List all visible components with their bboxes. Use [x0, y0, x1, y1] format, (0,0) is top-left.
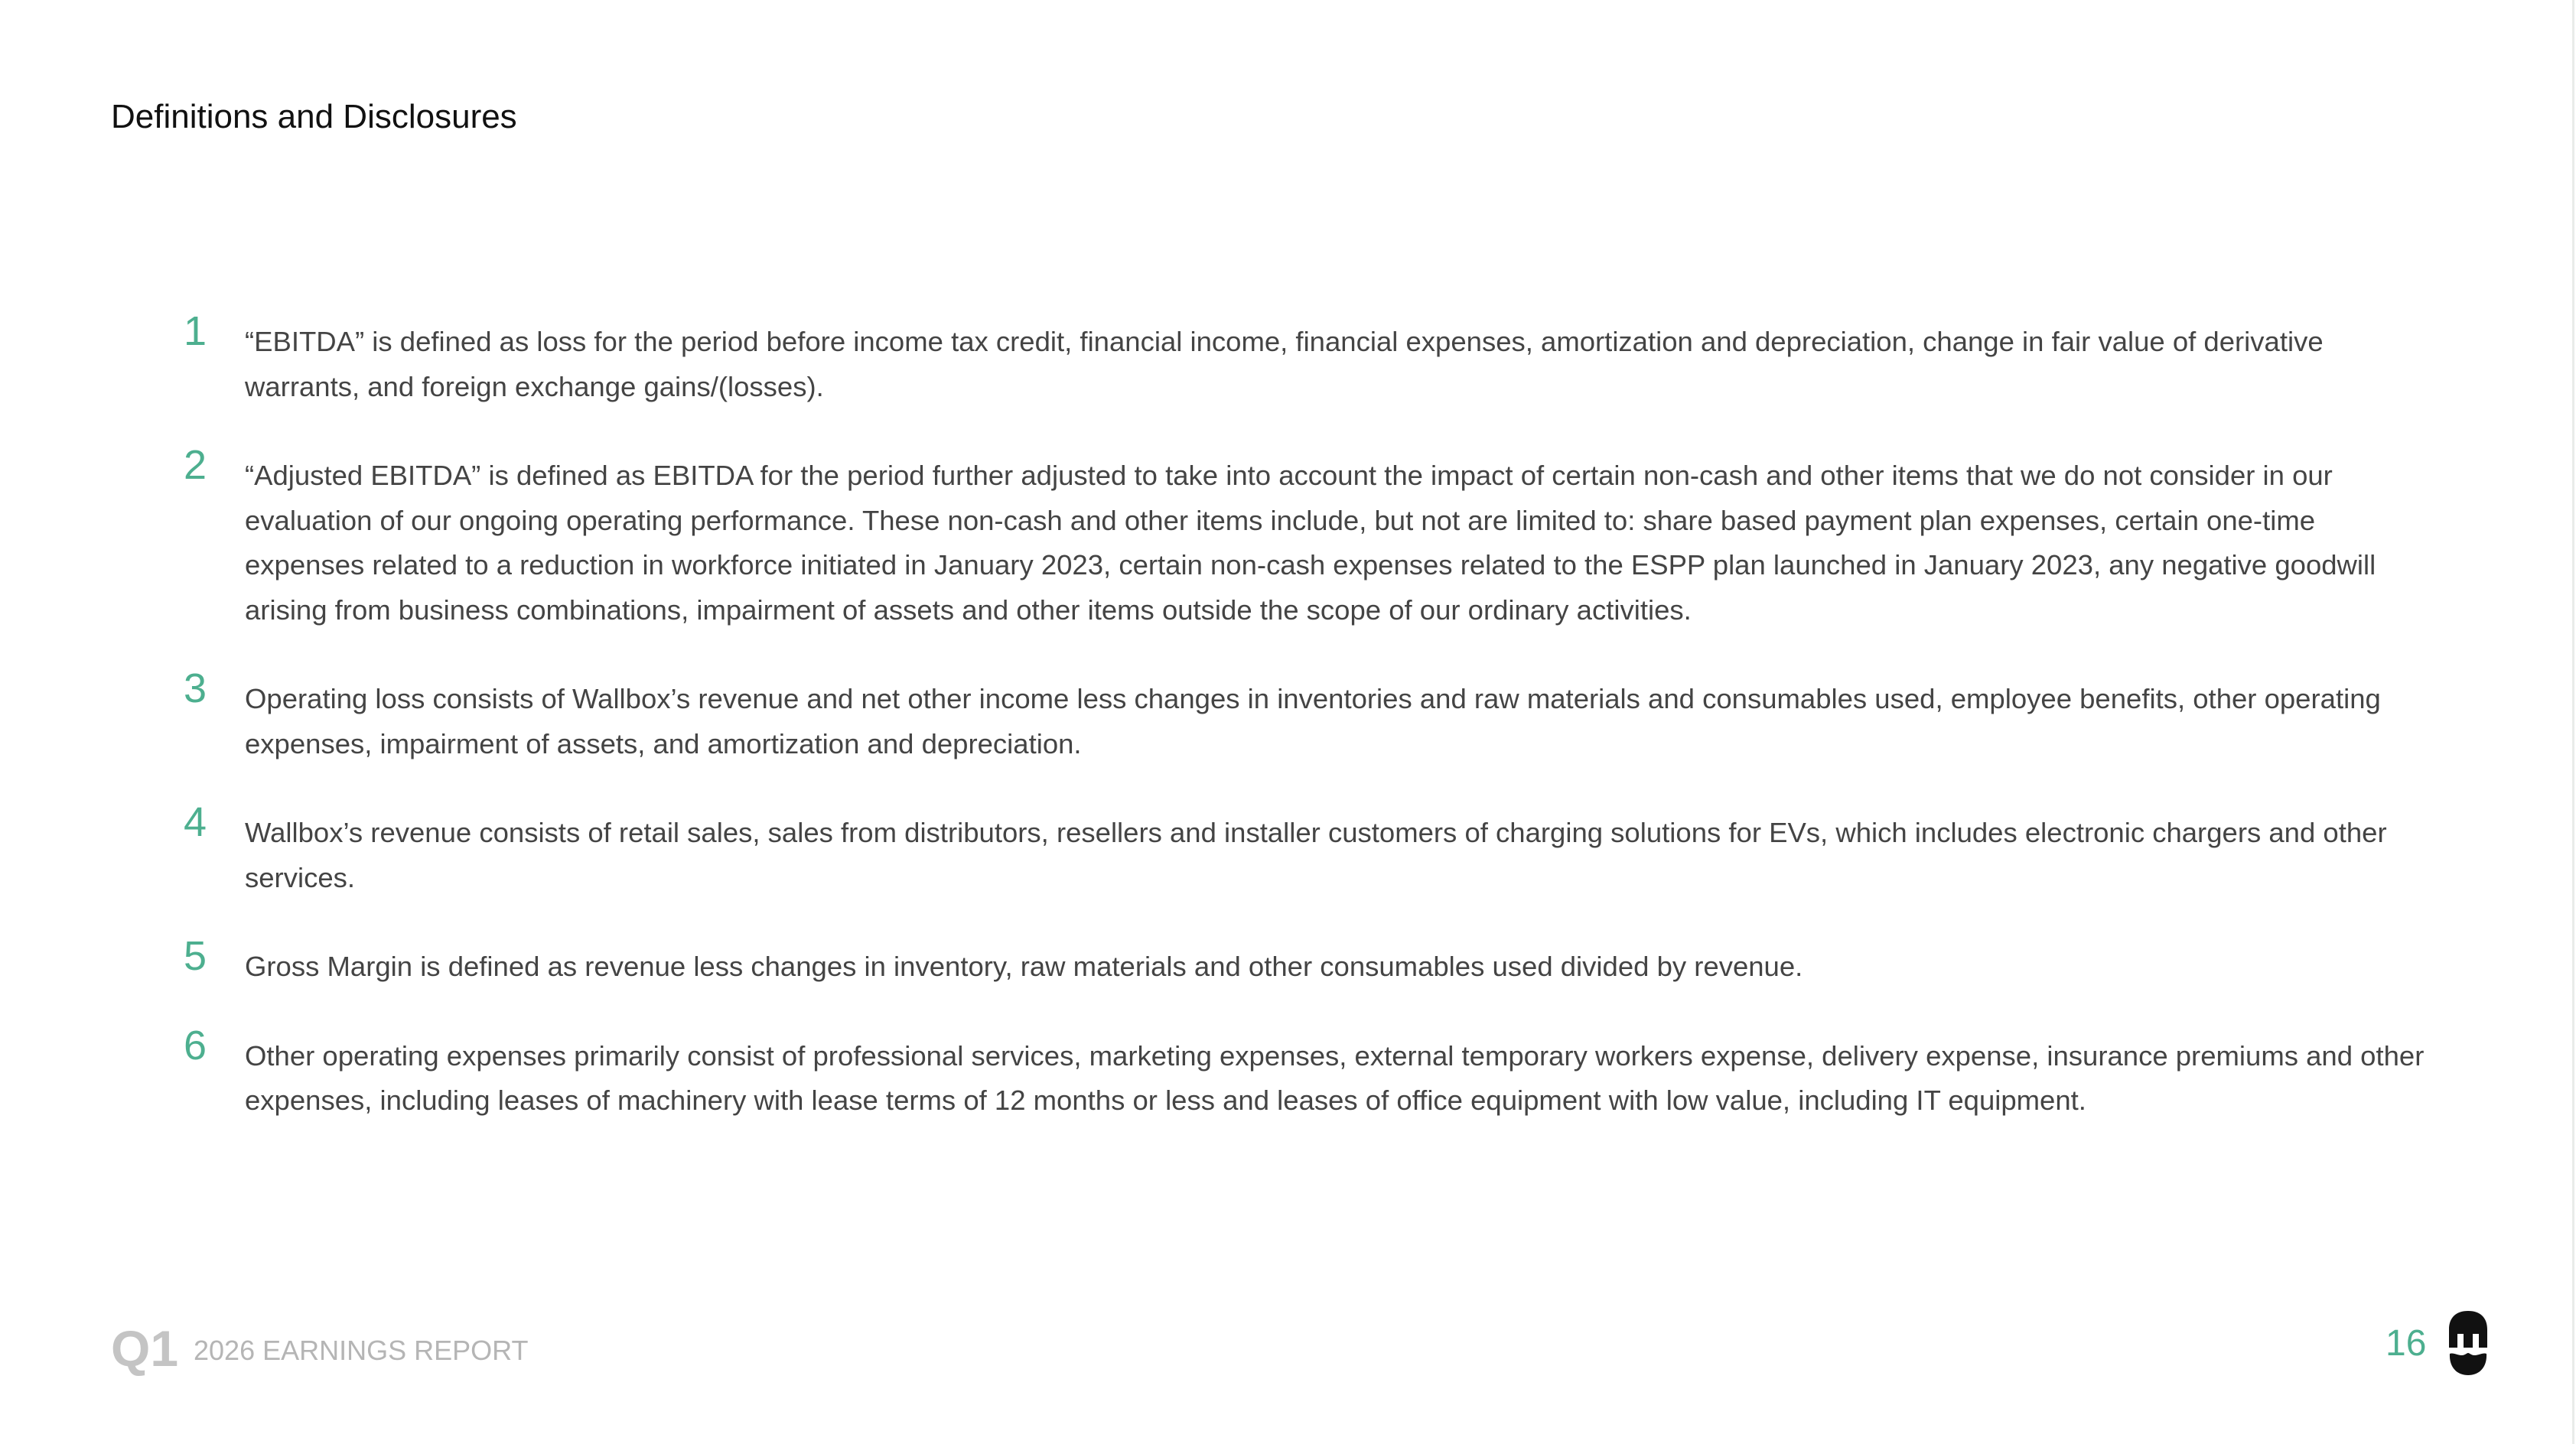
- definition-item: [184, 442, 2433, 633]
- definition-text: “EBITDA” is defined as loss for the period before income tax credit, financial income, financial expenses, amortization and depreciation, change in fair value of derivative warrants, and foreign exchange gains/(losses).: [245, 326, 2324, 402]
- page-title: Definitions and Disclosures: [111, 98, 517, 135]
- definition-text: “Adjusted EBITDA” is defined as EBITDA for the period further adjusted to take into account the impact of certain non-cash and other items that we do not consider in our evaluation of our ongoing operating performance. These non-cash and other items include, but not are limited to: share based payment plan expenses, certain one-time expenses related to a reduction in workforce initiated in January 2023, certain non-cash expenses related to the ESPP plan launched in January 2023, any negative goodwill arising from business combinations, impairment of assets and other items outside the scope of our ordinary activities.: [245, 460, 2376, 626]
- right-edge-divider: [2572, 0, 2574, 1444]
- footer-report-title: 2026 EARNINGS REPORT: [194, 1335, 529, 1366]
- definition-text: Other operating expenses primarily consist of professional services, marketing expenses, external temporary workers expense, delivery expense, insurance premiums and other expenses, including leases of machinery with lease terms of 12 months or less and leases of office equipment with low value, including IT equipment.: [245, 1039, 2425, 1116]
- footer-quarter: Q1: [111, 1320, 179, 1377]
- definition-text: Operating loss consists of Wallbox’s revenue and net other income less changes in inventories and raw materials and consumables used, employee benefits, other operating expenses, impairment of assets, and amortization and depreciation.: [245, 683, 2381, 759]
- wallbox-logo-icon: [2447, 1311, 2490, 1377]
- definition-text: Gross Margin is defined as revenue less changes in inventory, raw materials and other consumables used divided by revenue.: [245, 951, 1803, 982]
- definition-item: [184, 665, 2433, 766]
- definition-number: 5: [184, 933, 207, 979]
- definition-number: 2: [184, 442, 207, 488]
- definition-item: [184, 1022, 2433, 1124]
- definition-item: [184, 308, 2433, 409]
- definition-number: 3: [184, 665, 207, 711]
- definitions-list: [184, 308, 2433, 1168]
- definition-number: 6: [184, 1022, 207, 1068]
- page-number: 16: [2385, 1323, 2427, 1364]
- definition-item: [184, 799, 2433, 900]
- definition-number: 4: [184, 799, 207, 845]
- definition-item: [184, 933, 2433, 990]
- definition-text: Wallbox’s revenue consists of retail sales, sales from distributors, resellers and installer customers of charging solutions for EVs, which includes electronic chargers and other services.: [245, 817, 2387, 893]
- definition-number: 1: [184, 308, 207, 354]
